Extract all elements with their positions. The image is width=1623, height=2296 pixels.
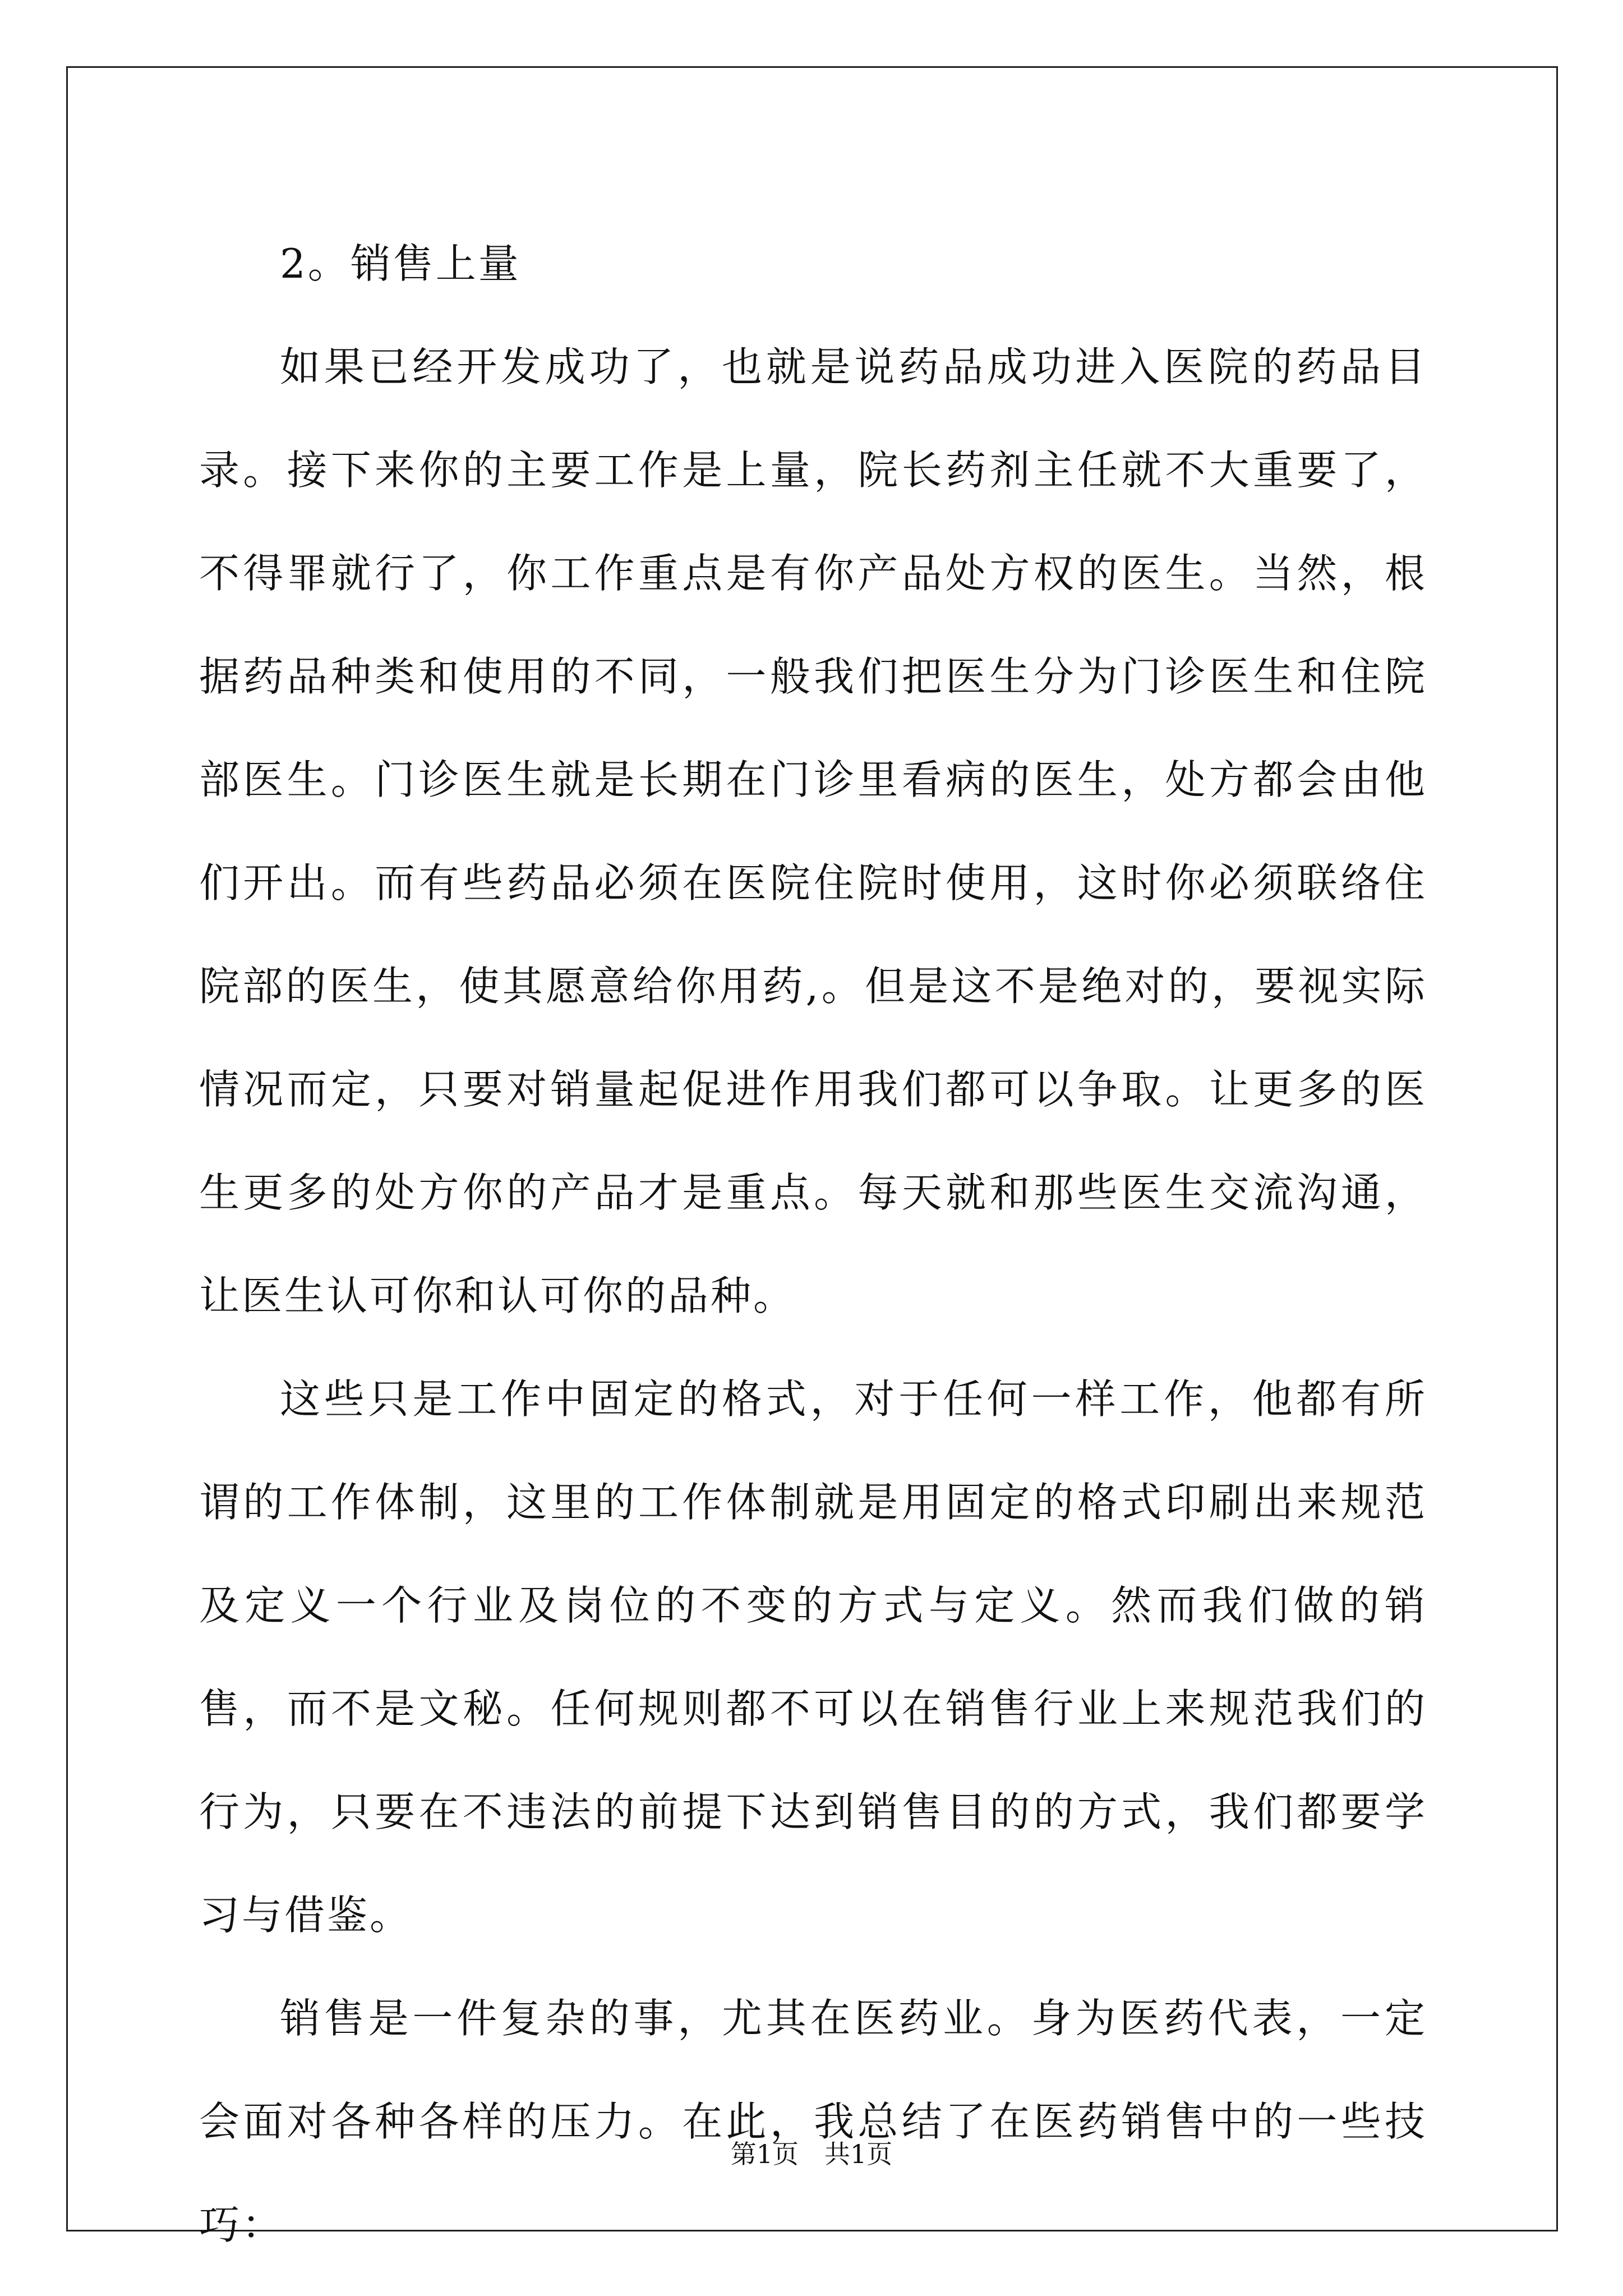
heading-paragraph: 2。销售上量 xyxy=(280,240,521,287)
body-paragraph: 如果已经开发成功了，也就是说药品成功进入医院的药品目录。接下来你的主要工作是上量，院长药剂主任就不大重要了，不得罪就行了，你工作重点是有你产品处方权的医生。当然，根据药品种类和使用的不同，一般我们把医生分为门诊医生和住院部医生。门诊医生就是长期在门诊里看病的医生，处方都会由他们开出。而有些药品必须在医院住院时使用，这时你必须联络住院部的医生，使其愿意给你用药,。但是这不是绝对的，要视实际情况而定，只要对销量起促进作用我们都可以争取。让更多的医生更多的处方你的产品才是重点。每天就和那些医生交流沟通，让医生认可你和认可你的品种。 xyxy=(199,343,1427,1319)
body-paragraph: 销售是一件复杂的事，尤其在医药业。身为医药代表，一定会面对各种各样的压力。在此，我总结了在医药销售中的一些技巧： xyxy=(199,1995,1427,2248)
body-paragraph: 这些只是工作中固定的格式，对于任何一样工作，他都有所谓的工作体制，这里的工作体制就是用固定的格式印刷出来规范及定义一个行业及岗位的不变的方式与定义。然而我们做的销售，而不是文秘。任何规则都不可以在销售行业上来规范我们的行为，只要在不违法的前提下达到销售目的的方式，我们都要学习与借鉴。 xyxy=(199,1375,1427,1939)
page-footer: 第1页 共1页 xyxy=(730,2139,893,2169)
document-body xyxy=(199,212,1427,2276)
